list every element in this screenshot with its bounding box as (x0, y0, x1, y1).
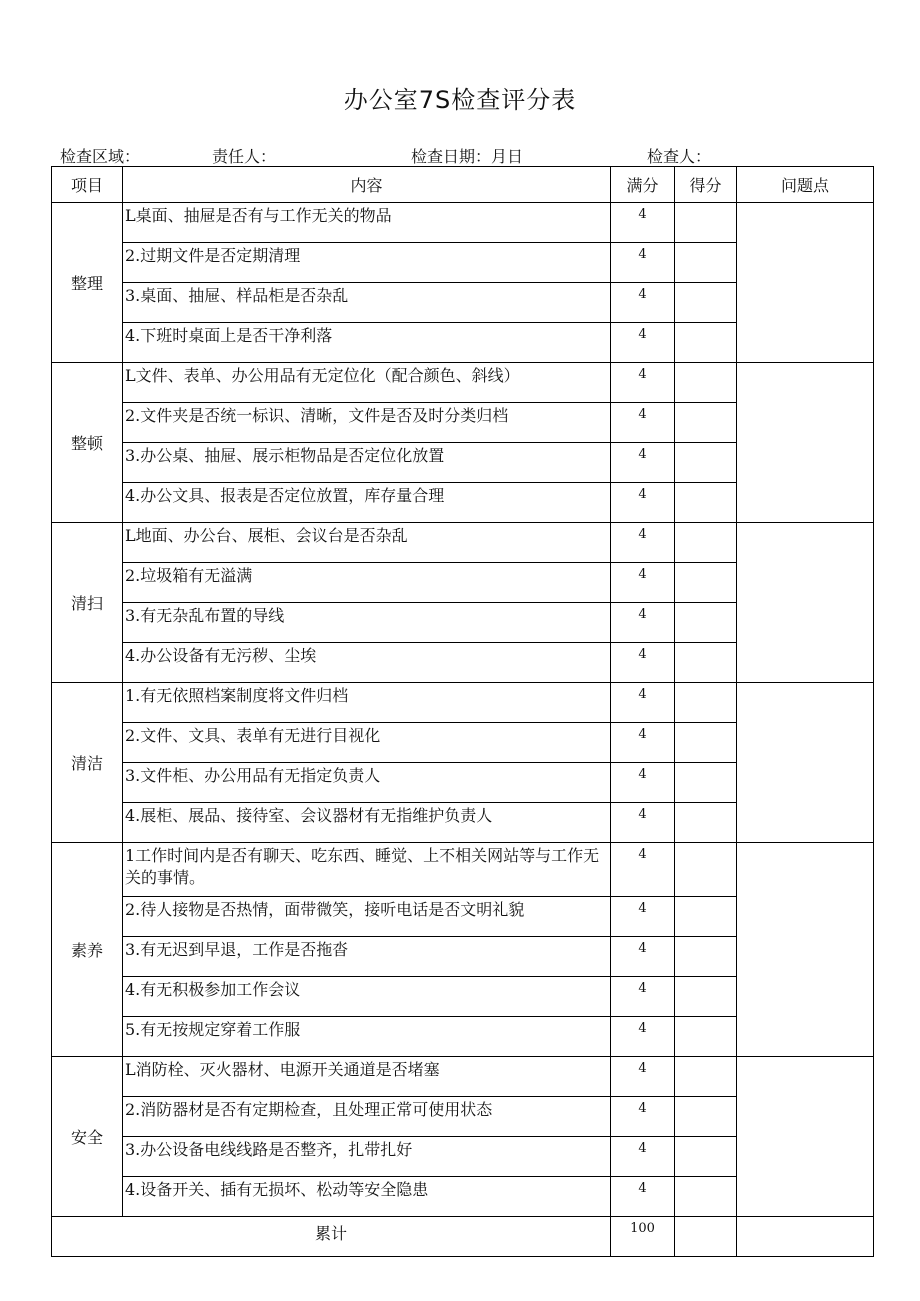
score-cell[interactable] (675, 803, 737, 843)
full-score: 4 (611, 323, 675, 363)
table-header-row (52, 167, 874, 203)
full-score: 4 (611, 763, 675, 803)
score-cell[interactable] (675, 243, 737, 283)
score-cell[interactable] (675, 1057, 737, 1097)
table-row (52, 523, 874, 563)
score-cell[interactable] (675, 283, 737, 323)
check-item-content: 4.设备开关、插有无损坏、松动等安全隐患 (123, 1177, 611, 1217)
table-row (52, 843, 874, 897)
full-score: 4 (611, 643, 675, 683)
check-item-content: L地面、办公台、展柜、会议台是否杂乱 (123, 523, 611, 563)
header-score: 得分 (675, 167, 737, 203)
check-item-content: L消防栓、灭火器材、电源开关通道是否堵塞 (123, 1057, 611, 1097)
total-score-cell[interactable] (675, 1217, 737, 1257)
check-item-content: 2.文件、文具、表单有无进行目视化 (123, 723, 611, 763)
score-cell[interactable] (675, 1177, 737, 1217)
check-item-content: 4.有无积极参加工作会议 (123, 977, 611, 1017)
full-score: 4 (611, 843, 675, 897)
check-item-content: 3.有无迟到早退，工作是否拖沓 (123, 937, 611, 977)
full-score: 4 (611, 563, 675, 603)
check-item-content: 2.文件夹是否统一标识、清晰，文件是否及时分类归档 (123, 403, 611, 443)
issues-cell[interactable] (737, 523, 874, 683)
full-score: 4 (611, 723, 675, 763)
score-cell[interactable] (675, 563, 737, 603)
score-cell[interactable] (675, 603, 737, 643)
full-score: 4 (611, 283, 675, 323)
score-cell[interactable] (675, 977, 737, 1017)
table-row (52, 203, 874, 243)
total-issues-cell[interactable] (737, 1217, 874, 1257)
score-cell[interactable] (675, 323, 737, 363)
score-cell[interactable] (675, 363, 737, 403)
score-cell[interactable] (675, 763, 737, 803)
full-score: 4 (611, 1097, 675, 1137)
table-row (52, 363, 874, 403)
section-name: 清扫 (52, 523, 123, 683)
check-item-content: 1工作时间内是否有聊天、吃东西、睡觉、上不相关网站等与工作无关的事情。 (123, 843, 611, 897)
check-item-content: 3.桌面、抽屉、样品柜是否杂乱 (123, 283, 611, 323)
check-item-content: 3.有无杂乱布置的导线 (123, 603, 611, 643)
full-score: 4 (611, 243, 675, 283)
section-name: 整顿 (52, 363, 123, 523)
full-score: 4 (611, 803, 675, 843)
score-cell[interactable] (675, 683, 737, 723)
issues-cell[interactable] (737, 683, 874, 843)
score-cell[interactable] (675, 1017, 737, 1057)
section-name: 整理 (52, 203, 123, 363)
check-item-content: 4.展柜、展品、接待室、会议器材有无指维护负责人 (123, 803, 611, 843)
full-score: 4 (611, 897, 675, 937)
check-item-content: 3.文件柜、办公用品有无指定负责人 (123, 763, 611, 803)
page-title: 办公室7S检查评分表 (343, 86, 577, 114)
full-score: 4 (611, 483, 675, 523)
score-cell[interactable] (675, 403, 737, 443)
full-score: 4 (611, 363, 675, 403)
section-name: 安全 (52, 1057, 123, 1217)
score-cell[interactable] (675, 1137, 737, 1177)
full-score: 4 (611, 977, 675, 1017)
check-item-content: L桌面、抽屉是否有与工作无关的物品 (123, 203, 611, 243)
score-cell[interactable] (675, 843, 737, 897)
full-score: 4 (611, 683, 675, 723)
score-cell[interactable] (675, 723, 737, 763)
full-score: 4 (611, 403, 675, 443)
header-full-score: 满分 (611, 167, 675, 203)
score-cell[interactable] (675, 897, 737, 937)
section-name: 清洁 (52, 683, 123, 843)
full-score: 4 (611, 523, 675, 563)
score-cell[interactable] (675, 1097, 737, 1137)
check-item-content: 4.办公设备有无污秽、尘埃 (123, 643, 611, 683)
table-row (52, 1057, 874, 1097)
check-item-content: 2.消防器材是否有定期检查，且处理正常可使用状态 (123, 1097, 611, 1137)
score-cell[interactable] (675, 643, 737, 683)
score-cell[interactable] (675, 203, 737, 243)
total-row (52, 1217, 874, 1257)
header-content: 内容 (123, 167, 611, 203)
score-cell[interactable] (675, 443, 737, 483)
section-name: 素养 (52, 843, 123, 1057)
issues-cell[interactable] (737, 363, 874, 523)
issues-cell[interactable] (737, 203, 874, 363)
header-item: 项目 (52, 167, 123, 203)
check-item-content: 3.办公桌、抽屉、展示柜物品是否定位化放置 (123, 443, 611, 483)
full-score: 4 (611, 1017, 675, 1057)
full-score: 4 (611, 937, 675, 977)
check-item-content: 2.待人接物是否热情，面带微笑，接听电话是否文明礼貌 (123, 897, 611, 937)
check-item-content: 5.有无按规定穿着工作服 (123, 1017, 611, 1057)
inspector-label: 检查人： (647, 147, 712, 166)
score-cell[interactable] (675, 483, 737, 523)
full-score: 4 (611, 1137, 675, 1177)
full-score: 4 (611, 1057, 675, 1097)
full-score: 4 (611, 1177, 675, 1217)
check-item-content: L文件、表单、办公用品有无定位化（配合颜色、斜线） (123, 363, 611, 403)
issues-cell[interactable] (737, 1057, 874, 1217)
table-body (52, 203, 874, 1217)
total-label: 累计 (52, 1217, 611, 1257)
table-row (52, 683, 874, 723)
score-table (51, 166, 874, 1257)
score-cell[interactable] (675, 937, 737, 977)
check-item-content: 2.过期文件是否定期清理 (123, 243, 611, 283)
full-score: 4 (611, 203, 675, 243)
score-cell[interactable] (675, 523, 737, 563)
responsible-person-label: 责任人： (212, 147, 277, 166)
header-issues: 问题点 (737, 167, 874, 203)
check-item-content: 4.下班时桌面上是否干净利落 (123, 323, 611, 363)
inspection-area-label: 检查区域： (60, 147, 141, 166)
full-score: 4 (611, 443, 675, 483)
total-full-score: 100 (611, 1217, 675, 1257)
inspection-date-label: 检查日期：月日 (411, 147, 524, 166)
check-item-content: 1.有无依照档案制度将文件归档 (123, 683, 611, 723)
check-item-content: 2.垃圾箱有无溢满 (123, 563, 611, 603)
check-item-content: 4.办公文具、报表是否定位放置，库存量合理 (123, 483, 611, 523)
issues-cell[interactable] (737, 843, 874, 1057)
full-score: 4 (611, 603, 675, 643)
check-item-content: 3.办公设备电线线路是否整齐，扎带扎好 (123, 1137, 611, 1177)
